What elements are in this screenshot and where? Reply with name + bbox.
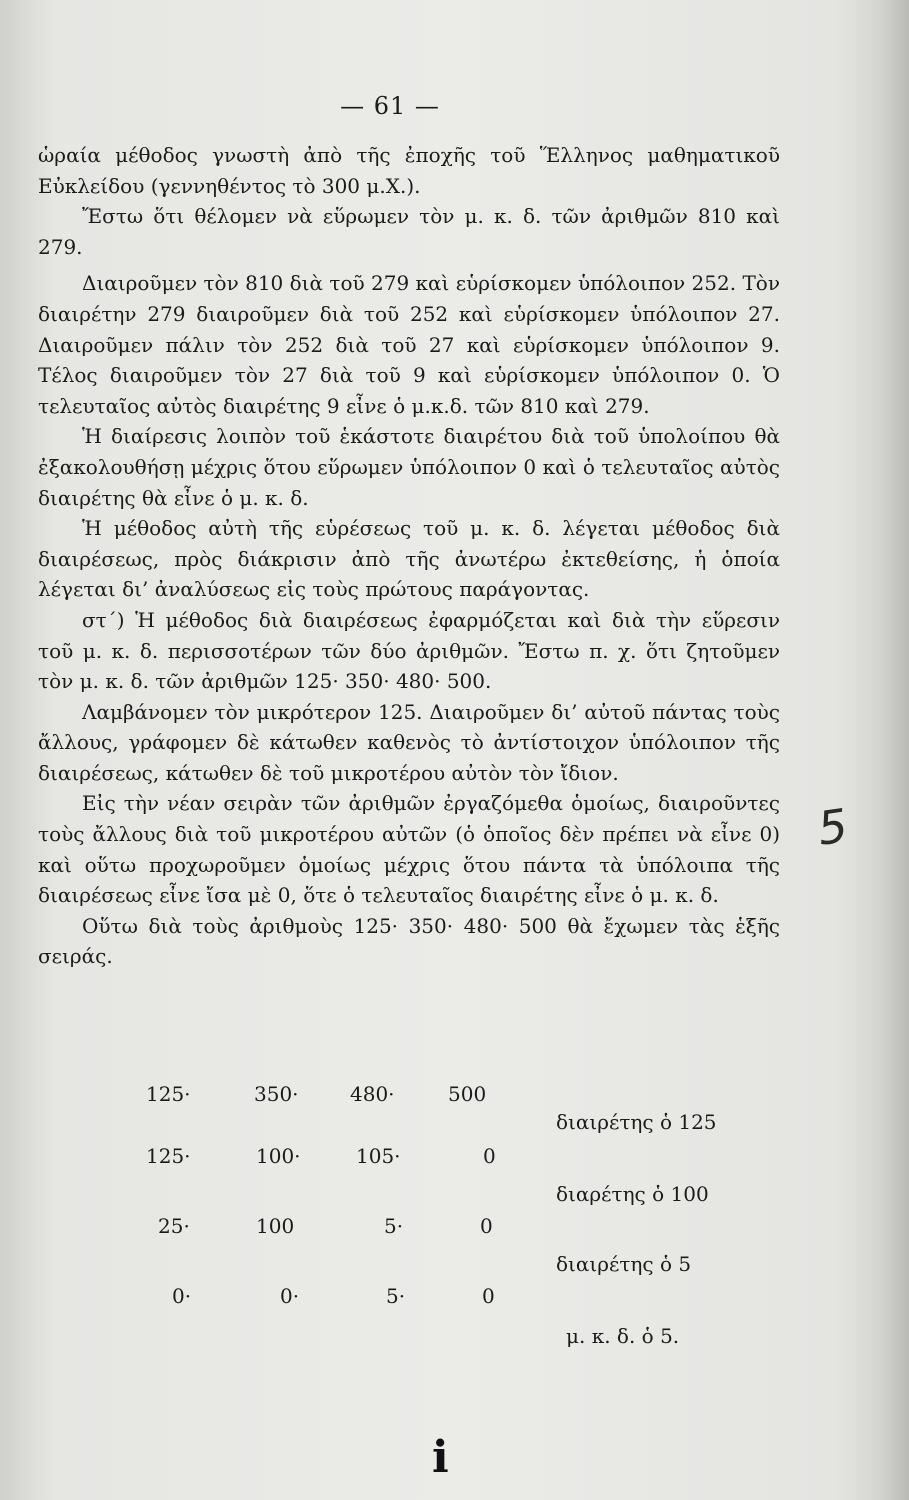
- table-cell: 0·: [280, 1284, 300, 1308]
- table-cell: 100·: [256, 1144, 301, 1168]
- paragraph-1: ὡραία μέθοδος γνωστὴ ἀπὸ τῆς ἐποχῆς τοῦ Ἕλληνος μαθηματικοῦ Εὐκλείδου (γεννηθέντος τὸ 300 μ.Χ.).: [38, 143, 780, 198]
- table-row-label: διαιρέτης ὁ 5: [556, 1252, 692, 1276]
- paragraph-6: στ΄) Ἡ μέθοδος διὰ διαιρέσεως ἐφαρμόζεται καὶ διὰ τὴν εὕρεσιν τοῦ μ. κ. δ. περισσοτέρων τῶν δύο ἀριθμῶν. Ἔστω π. χ. ὅτι ζητοῦμεν τὸν μ. κ. δ. τῶν ἀριθμῶν 125· 350· 480· 500.: [38, 607, 780, 694]
- ink-mark: i: [432, 1432, 449, 1483]
- table-cell: 0: [480, 1214, 493, 1238]
- page-number: — 61 —: [340, 92, 440, 120]
- table-cell: 0: [482, 1284, 495, 1308]
- paragraph-3: Διαιροῦμεν τὸν 810 διὰ τοῦ 279 καὶ εὑρίσκομεν ὑπόλοιπον 252. Τὸν διαιρέτην 279 διαιροῦμεν διὰ τοῦ 252 καὶ εὑρίσκομεν ὑπόλοιπον 27. Διαιροῦμεν πάλιν τὸν 252 διὰ τοῦ 27 καὶ εὑρίσκομεν ὑπόλοιπον 9. Τέλος διαιροῦμεν τὸν 27 διὰ τοῦ 9 καὶ εὑρίσκομεν ὑπόλοιπον 0. Ὁ τελευταῖος αὐτὸς διαιρέτης 9 εἶνε ὁ μ.κ.δ. τῶν 810 καὶ 279.: [38, 271, 780, 418]
- table-row-label: μ. κ. δ. ὁ 5.: [566, 1324, 680, 1348]
- paragraph-8: Εἰς τὴν νέαν σειρὰν τῶν ἀριθμῶν ἐργαζόμεθα ὁμοίως, διαιροῦντες τοὺς ἄλλους διὰ τοῦ μικροτέρου αὐτῶν (ὁ ὁποῖος δὲν πρέπει νὰ εἶνε 0) καὶ οὕτω προχωροῦμεν ὁμοίως μέχρις ὅτου πάντα τὰ ὑπόλοιπα τῆς διαιρέσεως εἶνε ἴσα μὲ 0, ὅτε ὁ τελευταῖος διαιρέτης εἶνε ὁ μ. κ. δ.: [38, 791, 780, 908]
- table-cell: 480·: [350, 1082, 395, 1106]
- table-cell: 5·: [386, 1284, 406, 1308]
- paragraph-4: Ἡ διαίρεσις λοιπὸν τοῦ ἑκάστοτε διαιρέτου διὰ τοῦ ὑπολοίπου θὰ ἐξακολουθήσῃ μέχρις ὅτου εὕρωμεν ὑπόλοιπον 0 καὶ ὁ τελευταῖος αὐτὸς διαιρέτης θὰ εἶνε ὁ μ. κ. δ.: [38, 424, 780, 510]
- table-cell: 125·: [146, 1144, 191, 1168]
- table-row-label: διαιρέτης ὁ 125: [556, 1110, 717, 1134]
- table-cell: 100: [256, 1214, 295, 1238]
- paragraph-5: Ἡ μέθοδος αὐτὴ τῆς εὑρέσεως τοῦ μ. κ. δ. λέγεται μέθοδος διὰ διαιρέσεως, πρὸς διάκρισιν ἀπὸ τῆς ἀνωτέρω ἐκτεθείσης, ἡ ὁποία λέγεται δι’ ἀναλύσεως εἰς τοὺς πρώτους παράγοντας.: [38, 516, 780, 602]
- table-row-label: διαρέτης ὁ 100: [556, 1182, 709, 1206]
- table-cell: 500: [448, 1082, 487, 1106]
- paragraph-7: Λαμβάνομεν τὸν μικρότερον 125. Διαιροῦμεν δι’ αὐτοῦ πάντας τοὺς ἄλλους, γράφομεν δὲ κάτωθεν καθενὸς τὸ ἀντίστοιχον ὑπόλοιπον τῆς διαιρέσεως, κάτωθεν δὲ τοῦ μικροτέρου αὐτὸν τὸν ἴδιον.: [38, 699, 780, 785]
- table-cell: 350·: [254, 1082, 299, 1106]
- table-cell: 0·: [172, 1284, 192, 1308]
- paragraph-2: Ἔστω ὅτι θέλομεν νὰ εὕρωμεν τὸν μ. κ. δ. τῶν ἀριθμῶν 810 καὶ 279.: [38, 204, 780, 259]
- table-cell: 0: [483, 1144, 496, 1168]
- handwritten-margin-note: 5: [814, 798, 851, 856]
- table-cell: 125·: [146, 1082, 191, 1106]
- table-cell: 105·: [356, 1144, 401, 1168]
- body-text: [38, 140, 780, 972]
- table-cell: 5·: [384, 1214, 404, 1238]
- table-cell: 25·: [158, 1214, 190, 1238]
- division-table: [0, 1080, 909, 1380]
- paragraph-9: Οὕτω διὰ τοὺς ἀριθμοὺς 125· 350· 480· 500 θὰ ἔχωμεν τὰς ἑξῆς σειράς.: [38, 913, 780, 969]
